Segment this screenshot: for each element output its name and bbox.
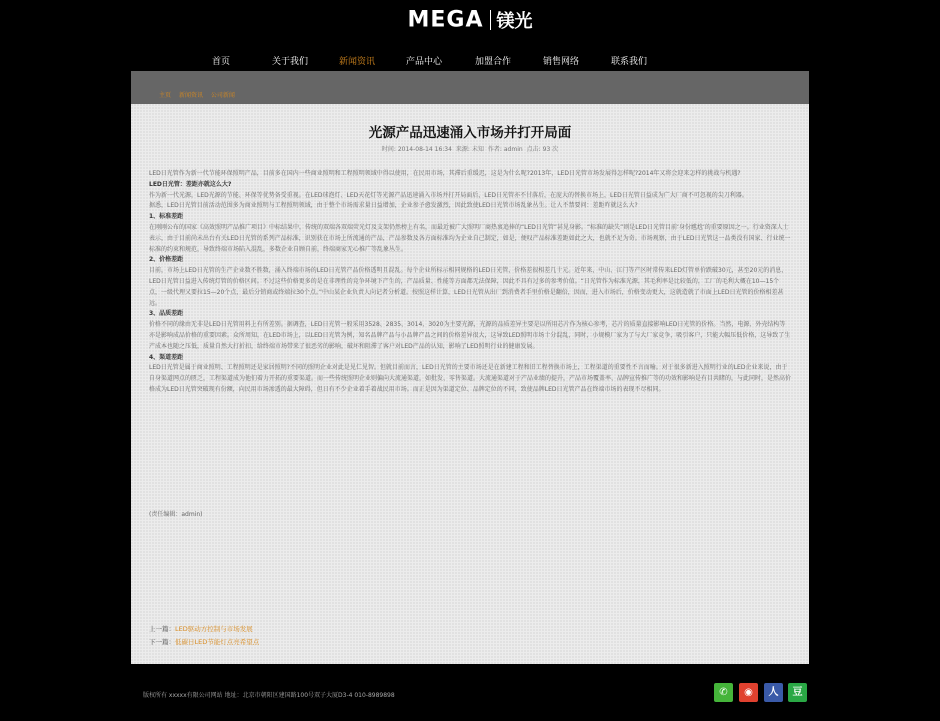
article-subheading: 4、渠道差距 xyxy=(149,353,184,361)
content-panel xyxy=(131,71,809,664)
meta-source-label: 来源: xyxy=(455,146,470,153)
prev-article xyxy=(149,624,253,633)
article-title: 光源产品迅速涌入市场并打开局面 xyxy=(368,125,572,141)
douban-icon[interactable]: 豆 xyxy=(788,683,807,702)
article-paragraph: 在刚刚公布的国家《高效照明产品推广项目》中标结果中，传统的双端各双端荧光灯及支架仍然榜上有名，而最近被广大照明厂商热衷追捧的“LED日光管”甚见身影。“标准的缺失”则是LED日光管目前‘身份尴尬’的重要原因之一。行业资深人士表示，由于目前尚未出台有关LED日光管的系列产品标准，识别获在市场上所流通的产品，产品参数及各方面标准均为企业自己制定，如是，便叹产品标准差距如此之大，也就不足为奇。市场观察，由于LED日光管这一品类没有国家、行业统一标准的约束和规范，导致终端市场陷入混乱，多数企业自顾自前，终端商家无心推广等乱象丛生。 xyxy=(149,223,791,253)
article-paragraph: 价格不同的缘由无非是LED日光管用料上有所差别。据调查，LED日光管一般采用3528、2835、3014、3020为主要光源，光源的品质差异主要是以所用芯片作为核心参考，芯片的质量直接影响LED日光管的价格。当然，电源、外壳结构等亦是影响成品价格的重要因素。众所周知，在LED市场上，以LED日光管为例，知名品牌产品与小品牌产品之间的价格差异很大，这导致LED照明市场十分混乱，同时，小规模厂家为了与大厂家竞争，吸引客户，只能大幅压低价格，这导致了生产成本也随之压低，质量自然大打折扣，给终端市场带来了很恶劣的影响，破坏和阻滞了客户对LED产品的认知，影响了LED照明行业的健康发展。 xyxy=(149,321,791,350)
footer-copyright: 版权所有 xxxxx有限公司网站 地址：北京市朝阳区建国路100号双子大厦D3-4 010-8989898 xyxy=(143,692,395,699)
article-subheading: 3、品质差距 xyxy=(149,310,184,318)
nav-item-4[interactable]: 加盟合作 xyxy=(475,57,512,67)
meta-source: 未知 xyxy=(471,146,484,153)
article-meta xyxy=(131,144,809,153)
breadcrumb xyxy=(159,90,241,99)
article-paragraph: LED日光管作为新一代节能环保照明产品，目前多在国内一些商业照明和工程照明领域中得以使用，在民用市场，其滞后重缓迟，这是为什么呢?2013年，LED日光管市场发展得怎样呢?2014年又将会迎来怎样的挑战与机遇? xyxy=(149,170,741,177)
article-paragraph: 作为新一代光源，LED光源的节能、环保等优势备受重视。在LED球泡灯、LED天花灯等光源产品迅速涌入市场并打开局面后，LED日光管亦不甘落后，在庞大的替换市场上，LED日光管日益成为广大厂商不可忽视的尖刀利器。 xyxy=(149,191,748,199)
article-subheading: LED日光管：差距亦就这么大? xyxy=(149,180,232,188)
weibo-icon[interactable]: ◉ xyxy=(739,683,758,702)
meta-clicks-label: 点击: xyxy=(526,146,541,153)
nav-item-0[interactable]: 首页 xyxy=(212,57,231,67)
logo-separator xyxy=(490,10,491,30)
nav-item-1[interactable]: 关于我们 xyxy=(272,57,309,67)
site-logo[interactable] xyxy=(0,7,940,33)
meta-clicks: 93 次 xyxy=(542,146,559,153)
nav-item-6[interactable]: 联系我们 xyxy=(611,57,648,67)
article-paragraph: LED日光管是属于商业照明、工程照明还是家居照明?不同的照明企业对此是见仁见智。但就目前而言，LED日光管的主要市场还是在新建工程和旧工程替换市场上，工程渠道的重要性不言而喻。对于很多新进入照明行业的LED企业来说，由于自身渠道网点的匮乏，工程渠道成为他们着力开拓的重要渠道。而一些传统照明企业则偏向大流通渠道，如批发、零售渠道。大流通渠道对于产品业绩的提升，产品市场覆盖率、品牌宣传推广等的功效和影响是有目共睹的，与此同时，是然高价格成为LED日光管突破现有份额，向民用市场渗透的最大障碍，但日有不少企业着手着战民用市场。而正是因为渠道定位、品牌定位的不同，致使品牌LED日光管产品在终端市场的表现不尽相同。 xyxy=(149,364,792,393)
nav-item-3[interactable]: 产品中心 xyxy=(406,57,443,67)
article-body xyxy=(149,169,791,396)
breadcrumb-news[interactable]: 新闻资讯 xyxy=(178,92,203,99)
prev-label: 上一篇： xyxy=(149,625,175,633)
logo-cn-text: 镁光 xyxy=(496,11,533,32)
meta-time: 2014-08-14 16:34 xyxy=(397,146,452,153)
breadcrumb-bar xyxy=(131,71,809,104)
prev-article-link[interactable]: LED驱动方控制与市场发展 xyxy=(175,625,253,633)
article-paragraph: 据悉，LED日光管目前活动范围多为商业照明与工程照明领域，由于整个市场需求量日益增加，企业参予愈发激烈，因此致使LED日光管市场乱象丛生。让人不禁要问：差距咋就这么大? xyxy=(149,202,638,210)
breadcrumb-home[interactable]: 主页 xyxy=(159,92,172,99)
meta-author: admin xyxy=(503,146,523,153)
article-subheading: 1、标准差距 xyxy=(149,213,184,221)
article-paragraph: 目前，市场上LED日光管的生产企业数不胜数，涌入终端市场的LED日光管产品价格透明且混乱。每个企业所标示相同规格的LED日光管，价格差很相差几十元。近年来，中山、江门等产区时常传来LED灯管单价跌破30元，甚至20元的消息，LED日光管日益进入传统灯管的价格区间。不过这些价格更多的是在非理性的竞争环境下产生的，产品质量、性能等方面都无法保障，因此不具有过多的参考价值。“日光管作为标准光源，其毛利率是比较低的，工厂的毛利大概在10—15个点，一级代理又要拉15—20个点，最后分销商或终端拉30个点。”中山某企业负责人向记者分析道。按照这样计算，LED日光管从出厂到消费者手里价格是翻倍，因而，进入市场后，价格变动更大，这就造就了市面上LED日光管的价格相差甚远。 xyxy=(149,267,788,307)
meta-author-label: 作者: xyxy=(487,146,502,153)
breadcrumb-company-news[interactable]: 公司新闻 xyxy=(210,92,235,99)
meta-time-label: 时间: xyxy=(381,146,396,153)
article-editor: (责任编辑：admin) xyxy=(149,511,203,518)
article-subheading: 2、价格差距 xyxy=(149,256,184,264)
logo-mega-text: MEGA xyxy=(407,7,484,33)
renren-icon[interactable]: 人 xyxy=(764,683,783,702)
nav-item-2[interactable]: 新闻资讯 xyxy=(339,57,376,67)
nav-item-5[interactable]: 销售网络 xyxy=(543,57,580,67)
next-article-link[interactable]: 低碳日LED节能灯点亮希望点 xyxy=(175,638,260,646)
next-label: 下一篇： xyxy=(149,638,175,646)
wechat-icon[interactable]: ✆ xyxy=(714,683,733,702)
next-article xyxy=(149,637,259,646)
